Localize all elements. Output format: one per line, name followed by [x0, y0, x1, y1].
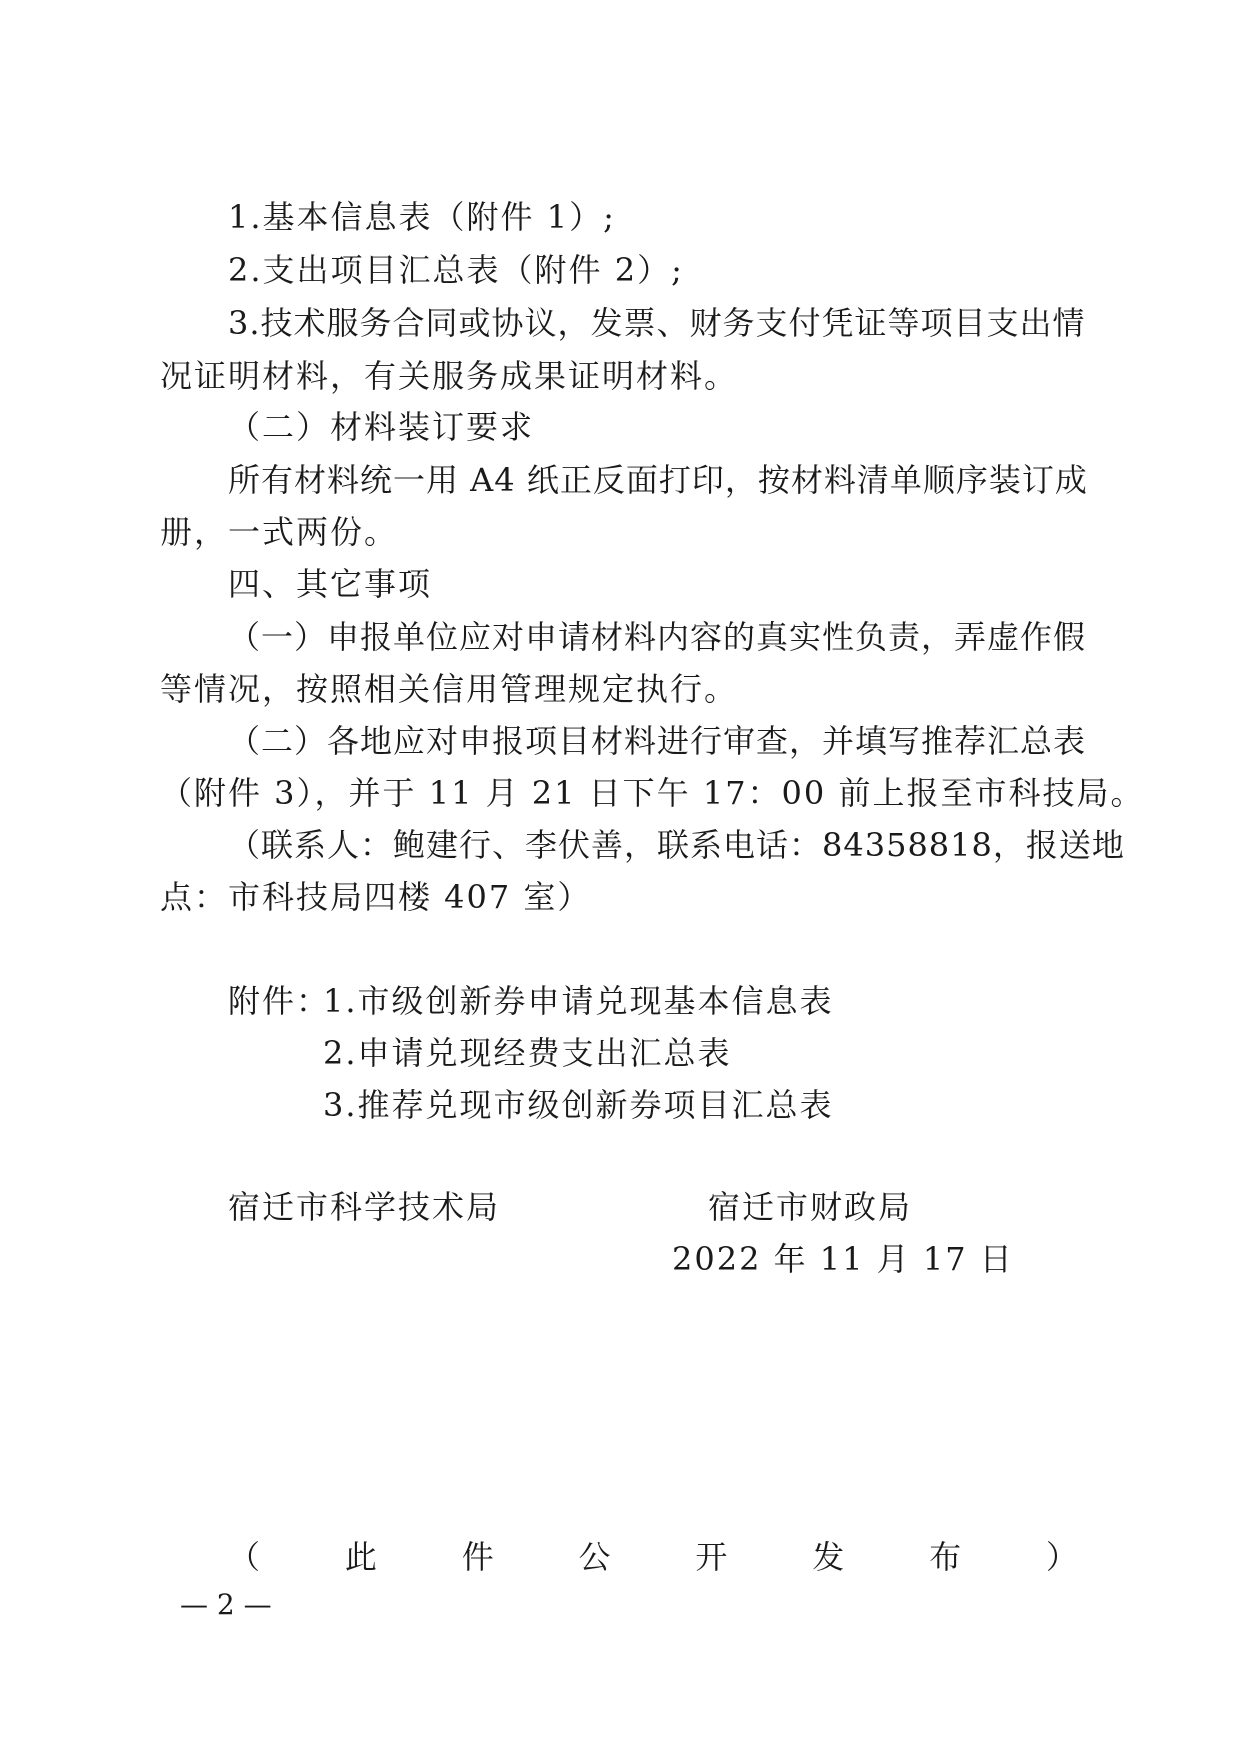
publication-char: 发: [812, 1538, 845, 1576]
attachment-item-3: 3.推荐兑现市级创新券项目汇总表: [323, 1086, 834, 1124]
publication-char: 公: [578, 1538, 611, 1576]
list-item-contracts-line1: 3.技术服务合同或协议，发票、财务支付凭证等项目支出情: [228, 304, 1086, 342]
binding-paragraph-line1: 所有材料统一用 A4 纸正反面打印，按材料清单顺序装订成: [228, 461, 1088, 499]
publication-char: 件: [461, 1538, 494, 1576]
list-item-contracts-line2: 况证明材料，有关服务成果证明材料。: [160, 357, 739, 395]
publication-char: （: [228, 1538, 261, 1576]
section-heading-other: 四、其它事项: [228, 565, 433, 603]
other-item1-line1: （一）申报单位应对申请材料内容的真实性负责，弄虚作假: [228, 618, 1087, 656]
other-item2-line1: （二）各地应对申报项目材料进行审查，并填写推荐汇总表: [228, 722, 1087, 760]
attachments-label: 附件：: [228, 982, 331, 1020]
list-item-expense-summary: 2.支出项目汇总表（附件 2）;: [228, 251, 684, 289]
signature-org-finance-bureau: 宿迁市财政局: [708, 1188, 913, 1226]
contact-line2: 点：市科技局四楼 407 室）: [160, 878, 592, 916]
other-item1-line2: 等情况，按照相关信用管理规定执行。: [160, 670, 739, 708]
contact-line1: （联系人：鲍建行、李伏善，联系电话：84358818，报送地: [228, 826, 1125, 864]
attachment-item-1: 1.市级创新券申请兑现基本信息表: [323, 982, 834, 1020]
section-heading-binding: （二）材料装订要求: [228, 408, 535, 446]
page-number: — 2 —: [180, 1588, 272, 1621]
publication-char: 布: [929, 1538, 962, 1576]
publication-notice: [228, 1528, 1078, 1586]
signature-date: 2022 年 11 月 17 日: [672, 1240, 1014, 1278]
binding-paragraph-line2: 册，一式两份。: [160, 513, 399, 551]
attachment-item-2: 2.申请兑现经费支出汇总表: [323, 1034, 732, 1072]
publication-char: 开: [695, 1538, 728, 1576]
list-item-basic-info: 1.基本信息表（附件 1）;: [228, 198, 616, 236]
signature-org-science-bureau: 宿迁市科学技术局: [228, 1188, 501, 1226]
publication-char: 此: [344, 1538, 377, 1576]
other-item2-line2: （附件 3），并于 11 月 21 日下午 17：00 前上报至市科技局。: [160, 774, 1145, 812]
publication-char: ）: [1045, 1538, 1078, 1576]
